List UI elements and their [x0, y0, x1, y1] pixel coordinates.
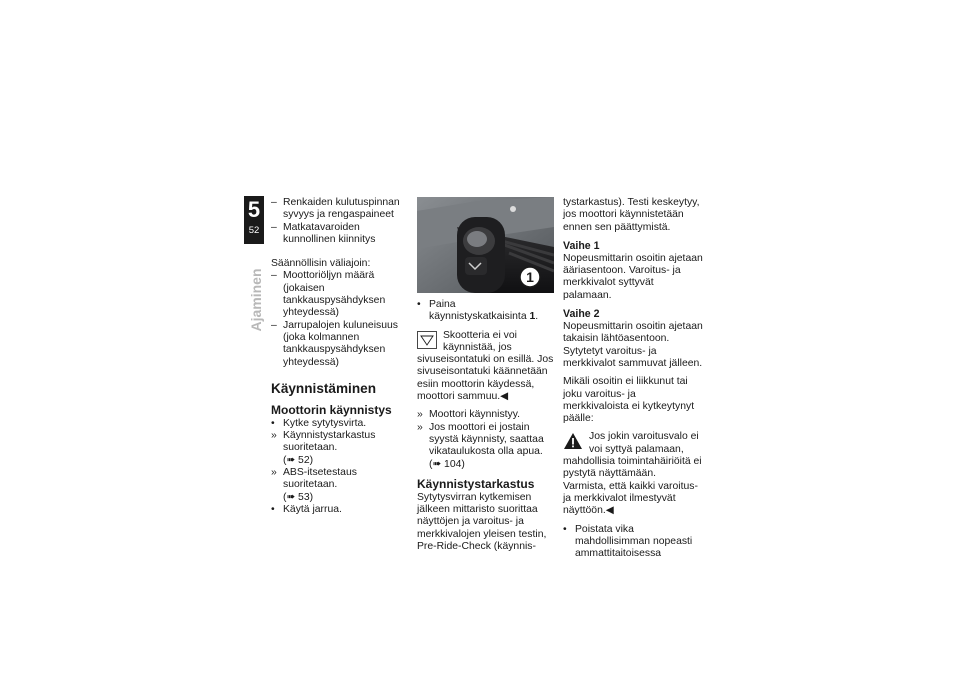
body-text: tystarkastus). Testi keskeytyy, jos moottori käynnistetään ennen sen päättymistä. — [563, 197, 700, 233]
chapter-side-label: Ajaminen — [248, 268, 264, 332]
page-reference[interactable]: (➠ 53) — [283, 491, 314, 503]
step-item: • Kytke sytytysvirta. — [271, 417, 367, 429]
body-text: Nopeusmittarin osoitin ajetaan ääriasentoon. Varoitus- ja merkkivalot syttyvät palamaan. — [563, 252, 703, 301]
list-item: – Renkaiden kulutuspinnan syvyys ja rengaspaineet — [271, 197, 400, 221]
page-number: 52 — [248, 225, 260, 236]
handlebar-switch-illustration — [417, 197, 554, 293]
subsection-heading: Käynnistystarkastus — [417, 476, 535, 491]
list-item: – Jarrupalojen kuluneisuus (joka kolmannen tankkauspysähdyksen yhteydessä) — [271, 319, 398, 368]
body-text: Nopeusmittarin osoitin ajetaan takaisin lähtöasentoon. Sytytetyt varoitus- ja merkkivalot sammuvat jälleen. — [563, 321, 703, 369]
phase-heading: Vaihe 2 — [563, 308, 600, 321]
result-item: » Moottori käynnistyy. — [417, 409, 521, 421]
column-2 — [417, 197, 554, 553]
handlebar-switch-photo — [417, 197, 554, 293]
result-item: » Jos moottori ei jostain syystä käynnisty, saattaa vikataulukosta olla apua. (➠ 104) — [417, 421, 544, 470]
list-item: – Moottoriöljyn määrä (jokaisen tankkauspysähdyksen yhteydessä) — [271, 270, 386, 319]
warning-notice: Jos jokin varoitusvalo ei voi syttyä palamaan, mahdollisia toimintahäiriöitä ei pystytä näyttämään. — [563, 431, 702, 480]
step-item: • Paina käynnistyskatkaisinta 1. — [417, 299, 539, 323]
page-reference[interactable]: (➠ 52) — [283, 454, 314, 466]
page-reference[interactable]: (➠ 104) — [429, 458, 465, 470]
info-triangle-icon — [417, 331, 437, 349]
chapter-number: 5 — [247, 197, 261, 222]
info-notice: Skootteria ei voi käynnistää, jos sivuseisontatuki on esillä. Jos sivuseisontatuki käännetään esiin moottorin käydessä, moottori sammuu.◀ — [417, 329, 554, 403]
step-item: » Käynnistystarkastus suoritetaan. (➠ 52) — [271, 430, 376, 466]
chapter-tab — [244, 196, 264, 244]
photo-callout: 1 — [526, 269, 534, 285]
step-item: » ABS-itsetestaus suoritetaan. (➠ 53) — [271, 467, 357, 503]
section-heading: Käynnistäminen — [271, 380, 376, 396]
body-text: Varmista, että kaikki varoitus- ja merkkivalot ilmestyvät näyttöön.◀ — [563, 480, 698, 517]
warning-triangle-icon — [563, 432, 583, 450]
step-item: • Käytä jarrua. — [271, 503, 342, 515]
subsection-heading: Moottorin käynnistys — [271, 402, 392, 417]
column-3 — [563, 197, 703, 560]
body-text: Mikäli osoitin ei liikkunut tai joku varoitus- ja merkkivaloista ei kytkeytynyt päälle: — [563, 376, 695, 425]
list-item: – Matkatavaroiden kunnollinen kiinnitys — [271, 221, 376, 245]
column-1 — [271, 197, 409, 516]
body-text: Sytytysvirran kytkemisen jälkeen mittaristo suorittaa näyttöjen ja varoitus- ja merkkivalojen yleisen testin, Pre-Ride-Check (käynnis- — [417, 491, 547, 553]
phase-heading: Vaihe 1 — [563, 239, 600, 252]
step-item: • Poistata vika mahdollisimman nopeasti ammattitaitoisessa — [563, 523, 693, 560]
intro-text: Säännöllisin väliajoin: — [271, 258, 371, 270]
